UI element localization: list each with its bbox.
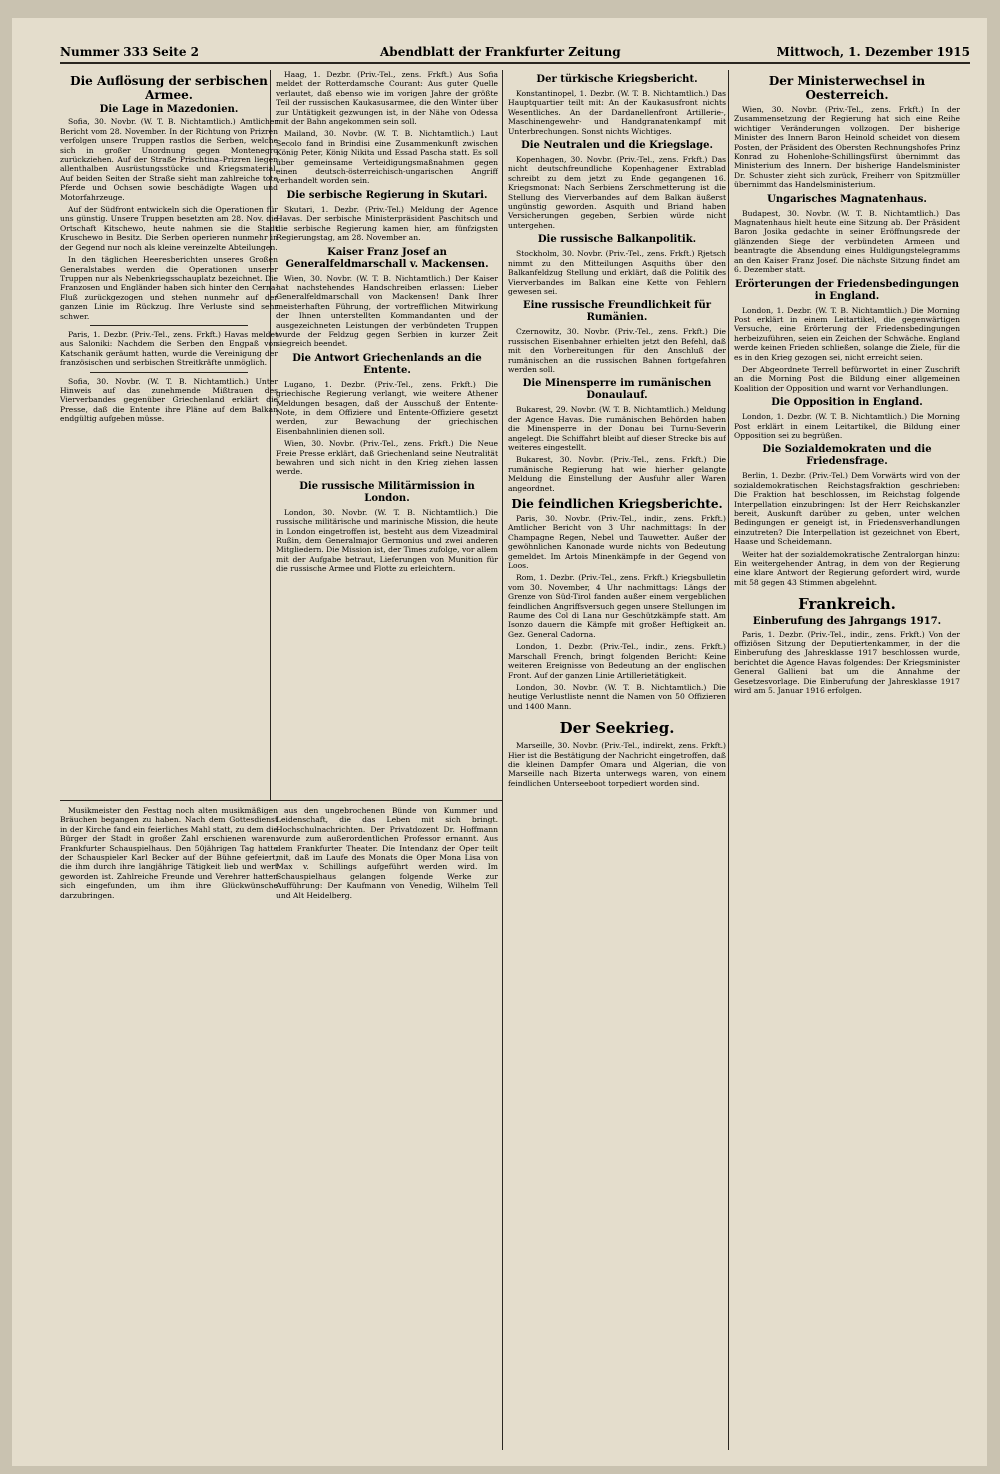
article-paragraph: Paris, 1. Dezbr. (Priv.-Tel., indir., zens. Frkft.) Von der offiziösen Sitzung der Deputiertenkammer, in der die Einberufung des Jahresklasse 1917 beschlossen wurde, berichtet die Agence Havas folgendes: Der Kriegsminister General Gallieni bat um die Annahme der Gesetzesvorlage. Die Einberufung der Jahresklasse 1917 wird am 5. Januar 1916 erfolgen.: [734, 629, 960, 696]
column-1: [60, 70, 278, 810]
article-paragraph: Der Abgeordnete Terrell befürwortet in einer Zuschrift an die Morning Post die Bildung einer allgemeinen Koalition der Opposition und warnt vor Verhandlungen.: [734, 364, 960, 393]
article-paragraph: London, 1. Dezbr. (W. T. B. Nichtamtlich.) Die Morning Post erklärt in einem Leitartikel, die gegenwärtigen Versuche, eine Erörterung der Friedensbedingungen herbeizuführen, seien ein Zeichen der Schwäche. England werde keinen Frieden schließen, solange die Ziele, für die es in den Krieg gezogen sei, nicht erreicht seien.: [734, 305, 960, 362]
article-paragraph: Paris, 1. Dezbr. (Priv.-Tel., zens. Frkft.) Havas meldet aus Saloniki: Nachdem die Serben den Engpaß von Katschanik geräumt hatten, wurde die Vereinigung der französischen und serbischen Streitkräfte unmöglich.: [60, 329, 278, 368]
headline-france: Frankreich.: [798, 595, 896, 614]
article-paragraph: Kopenhagen, 30. Novbr. (Priv.-Tel., zens. Frkft.) Das nicht deutschfreundliche Kopenhagener Extrablad schreibt zu dem jetzt zu Ende gegangenen 16. Kriegsmonat: Nach Serbiens Zerschmetterung ist die Stellung des Vierverbandes auf dem Balkan äußerst ungünstig geworden. Asquith und Briand haben Versicherungen gegeben, Serbien würde nicht untergehen.: [508, 155, 726, 230]
headline-greece-entente: Die Antwort Griechenlands an die Entente.: [292, 352, 482, 376]
headline-russian-friendliness: Eine russische Freundlichkeit für Rumänien.: [522, 300, 712, 324]
headline-turkish-report: Der türkische Kriegsbericht.: [536, 74, 698, 85]
headline-social-democrats: Die Sozialdemokraten und die Friedensfrage.: [762, 444, 932, 468]
article-paragraph: In den täglichen Heeresberichten unseres Großen Generalstabes werden die Operationen unserer Truppen nur als Nebenkriegsschauplatz bezeichnet. Die Franzosen und Engländer haben sich hinter den Cerna-Fluß zurückgezogen und stehen nunmehr auf der ganzen Linie im Rückzug. Ihre Verluste sind sehr schwer.: [60, 255, 278, 321]
article-paragraph: London, 1. Dezbr. (W. T. B. Nichtamtlich.) Die Morning Post erklärt in einem Leitartikel, die Bildung einer Opposition sei zu begrüßen.: [734, 412, 960, 440]
article-paragraph: Lugano, 1. Dezbr. (Priv.-Tel., zens. Frkft.) Die griechische Regierung verlangt, wie weitere Athener Meldungen besagen, daß der Ausschuß der Entente-Note, in dem Offiziere und Entente-Offiziere gesetzt werden, zur Bewachung der griechischen Eisenbahnlinien dienen soll.: [276, 379, 498, 436]
feuilleton-paragraph: aus den ungebrochenen Bünde von Kummer und Leidenschaft, die das Leben mit sich bringt. Hochschulnachrichten. Der Privatdozent Dr. Hoffmann wurde zum außerordentlichen Professor ernannt. Aus dem Frankfurter Theater. Die Intendanz der Oper teilt mit, daß im Laufe des Monats die Oper Mona Lisa von Max v. Schillings aufgeführt werden wird. Im Schauspielhaus gelangen folgende Werke zur Aufführung: Der Kaufmann von Venedig, Wilhelm Tell und Alt Heidelberg.: [276, 806, 498, 900]
article-paragraph: Mailand, 30. Novbr. (W. T. B. Nichtamtlich.) Laut Secolo fand in Brindisi eine Zusammenkunft zwischen König Peter, König Nikita und Essad Pascha statt. Es soll über gemeinsame Verteidigungsmaßnahmen gegen einen deutsch-österreichisch-ungarischen Angriff verhandelt worden sein.: [276, 129, 498, 186]
article-paragraph: Skutari, 1. Dezbr. (Priv.-Tel.) Meldung der Agence Havas. Der serbische Ministerpräsident Paschitsch und die serbische Regierung kamen hier, am fünfzigsten Regierungstag, am 28. November an.: [276, 204, 498, 243]
headline-russian-mission: Die russische Militärmission in London.: [299, 480, 475, 504]
article-paragraph: Czernowitz, 30. Novbr. (Priv.-Tel., zens. Frkft.) Die russischen Eisenbahner erhielten jetzt den Befehl, daß mit den Vorbereitungen für den Anschluß der rumänischen an die russischen Bahnen fortgefahren werden soll.: [508, 327, 726, 374]
article-paragraph: Stockholm, 30. Novbr. (Priv.-Tel., zens. Frkft.) Rjetsch nimmt zu den Mitteilungen Asquiths über den Balkanfeldzug Stellung und erklärt, daß die Politik des Vierverbandes im Balkan eine Kette von Fehlern gewesen sei.: [508, 249, 726, 296]
column-rule: [728, 70, 729, 1450]
article-paragraph: Rom, 1. Dezbr. (Priv.-Tel., zens. Frkft.) Kriegsbulletin vom 30. November, 4 Uhr nachmittags: Längs der Grenze von Süd-Tirol fanden außer einem vergeblichen feindlichen Angriffsversuch gegen unsere Stellungen im Raume des Col di Lana nur Geschützkämpfe statt. Am Isonzo dauern die Kämpfe mit großer Heftigkeit an. Gez. General Cadorna.: [508, 573, 726, 639]
column-2: [276, 70, 498, 810]
subheadline-macedonia: Die Lage in Mazedonien.: [99, 104, 239, 115]
article-paragraph: Wien, 30. Novbr. (Priv.-Tel., zens. Frkft.) In der Zusammensetzung der Regierung hat sich eine Reihe wichtiger Veränderungen vollzogen. Der bisherige Minister des Innern Baron Heinold scheidet von diesem Posten, der Präsident des Obersten Rechnungshofes Prinz Konrad zu Hohenlohe-Schillingsfürst übernimmt das Ministerium des Innern. Der bisherige Handelsminister Dr. Schuster zieht sich zurück, Freiherr von Spitzmüller übernimmt das Handelsministerium.: [734, 105, 960, 190]
headline-kaiser-mackensen: Kaiser Franz Josef an Generalfeldmarschall v. Mackensen.: [285, 246, 489, 270]
article-paragraph: London, 30. Novbr. (W. T. B. Nichtamtlich.) Die russische militärische und marinische Mission, die heute in London eingetroffen ist, besteht aus dem Vizeadmiral Rußin, dem Generalmajor Germonius und zwei anderen Mitgliedern. Die Mission ist, der Times zufolge, vor allem mit der Aufgabe betraut, Lieferungen von Munition für die russische Armee und Flotte zu erleichtern.: [276, 507, 498, 574]
separator: [90, 325, 248, 326]
headline-mine-barrier: Die Minensperre im rumänischen Donaulauf.: [522, 378, 712, 402]
headline-neutrals: Die Neutralen und die Kriegslage.: [521, 140, 713, 152]
issue-date: Mittwoch, 1. Dezember 1915: [776, 45, 970, 59]
issue-number: Nummer 333 Seite 2: [60, 45, 200, 59]
headline-serbian-army: Die Auflösung der serbischen Armee.: [70, 74, 268, 102]
article-paragraph: Paris, 30. Novbr. (Priv.-Tel., indir., zens. Frkft.) Amtlicher Bericht von 3 Uhr nachmittags: In der Champagne Regen, Nebel und Tauwetter. Außer der gewöhnlichen Kanonade wurde nichts von Bedeutung gemeldet. Im Artois Minenkämpfe in der Gegend von Loos.: [508, 514, 726, 571]
article-paragraph: Haag, 1. Dezbr. (Priv.-Tel., zens. Frkft.) Aus Sofia meldet der Rotterdamsche Courant: Aus guter Quelle verlautet, daß ebenso wie im vorigen Jahre der größte Teil der russischen Kaukasusarmee, die den Winter über zur Untätigkeit gezwungen ist, in der Nähe von Odessa mit der Bahn angekommen sein soll.: [276, 70, 498, 127]
headline-skutari: Die serbische Regierung in Skutari.: [286, 189, 488, 201]
column-4: [734, 70, 960, 1450]
subheadline-class-1917: Einberufung des Jahrgangs 1917.: [752, 616, 942, 628]
headline-hungarian-magnates: Ungarisches Magnatenhaus.: [767, 193, 927, 205]
newspaper-title: Abendblatt der Frankfurter Zeitung: [380, 45, 621, 59]
headline-enemy-reports: Die feindlichen Kriegsberichte.: [511, 497, 723, 511]
masthead: [60, 42, 970, 64]
column-rule: [502, 70, 503, 1450]
article-paragraph: Bukarest, 29. Novbr. (W. T. B. Nichtamtlich.) Meldung der Agence Havas. Die rumänischen Behörden haben die Minensperre in der Donau bei Turnu-Severin angelegt. Die Schiffahrt bleibt auf dieser Strecke bis auf weiteres eingestellt.: [508, 405, 726, 452]
article-paragraph: Sofia, 30. Novbr. (W. T. B. Nichtamtlich.) Unter Hinweis auf das zunehmende Mißtrauen des Vierverbandes gegenüber Griechenland erklärt die Presse, daß die Entente ihre Pläne auf dem Balkan endgültig aufgeben müsse.: [60, 376, 278, 424]
headline-peace-terms-england: Erörterungen der Friedensbedingungen in England.: [734, 278, 959, 302]
article-paragraph: Berlin, 1. Dezbr. (Priv.-Tel.) Dem Vorwärts wird von der sozialdemokratischen Reichstagsfraktion geschrieben: Die Fraktion hat beschlossen, im Reichstag folgende Interpellation einzubringen: Ist der Herr Reichskanzler bereit, Auskunft darüber zu geben, unter welchen Bedingungen er geneigt ist, in Friedensverhandlungen einzutreten? Die Interpellation ist gezeichnet von Ebert, Haase und Scheidemann.: [734, 471, 960, 547]
article-paragraph: Marseille, 30. Novbr. (Priv.-Tel., indirekt, zens. Frkft.) Hier ist die Bestätigung der Nachricht eingetroffen, daß die kleinen Dampfer Omara und Algerian, die von Marseille nach Bizerta unterwegs waren, von einem feindlichen Unterseeboot torpediert worden sind.: [508, 741, 726, 788]
article-paragraph: Sofia, 30. Novbr. (W. T. B. Nichtamtlich.) Amtlicher Bericht vom 28. November. In der Richtung von Prizren verfolgen unsere Truppen rastlos die Serben, welche sich in großer Unordnung gegen Montenegro zurückziehen. Auf der Straße Prischtina–Prizren liegen allenthalben Ausrüstungsstücke und Kriegsmaterial. Auf beiden Seiten der Straße sieht man zahlreiche tote Pferde und Ochsen sowie beschädigte Wagen und Motorfahrzeuge.: [60, 117, 278, 202]
headline-opposition-england: Die Opposition in England.: [771, 397, 923, 409]
feuilleton-column-1: [60, 806, 278, 1446]
article-paragraph: Weiter hat der sozialdemokratische Zentralorgan hinzu: Ein weitergehender Antrag, in dem von der Regierung eine klare Antwort der Regierung gefordert wird, wurde mit 58 gegen 43 Stimmen abgelehnt.: [734, 549, 960, 587]
separator: [90, 372, 248, 373]
article-paragraph: Budapest, 30. Novbr. (W. T. B. Nichtamtlich.) Das Magnatenhaus hielt heute eine Sitzung ab. Der Präsident Baron Josika gedachte in seiner Eröffnungsrede der glänzenden Siege der verbündeten Armeen und beantragte die Absendung eines Huldigungstelegramms an den Kaiser Franz Josef. Die nächste Sitzung findet am 6. Dezember statt.: [734, 208, 960, 275]
article-paragraph: London, 30. Novbr. (W. T. B. Nichtamtlich.) Die heutige Verlustliste nennt die Namen von 50 Offizieren und 1400 Mann.: [508, 682, 726, 711]
article-paragraph: London, 1. Dezbr. (Priv.-Tel., indir., zens. Frkft.) Marschall French, bringt folgenden Bericht: Keine weiteren Ereignisse von Bedeutung an der englischen Front. Auf der ganzen Linie Artillerietätigkeit.: [508, 642, 726, 680]
headline-austria-ministers: Der Ministerwechsel in Oesterreich.: [768, 74, 926, 102]
article-paragraph: Bukarest, 30. Novbr. (Priv.-Tel., zens. Frkft.) Die rumänische Regierung hat wie hierher gelangte Meldung die Einstellung der Ausfuhr aller Waren angeordnet.: [508, 455, 726, 493]
article-paragraph: Auf der Südfront entwickeln sich die Operationen für uns günstig. Unsere Truppen besetzten am 28. Nov. die Ortschaft Kitschewo, heute nahmen sie die Stadt Kruschewo in Besitz. Die Serben operieren nunmehr in der Gegend nur noch als kleine vereinzelte Abteilungen.: [60, 205, 278, 252]
article-paragraph: Wien, 30. Novbr. (W. T. B. Nichtamtlich.) Der Kaiser hat nachstehendes Handschreiben erlassen: Lieber Generalfeldmarschall von Mackensen! Dank Ihrer meisterhaften Führung, der vortrefflichen Mitwirkung der Ihnen unterstellten Kommandanten und der ausgezeichneten Leistungen der verbündeten Truppen wurde der Feldzug gegen Serbien in kurzer Zeit siegreich beendet.: [276, 273, 498, 349]
headline-naval-war: Der Seekrieg.: [559, 719, 675, 738]
article-paragraph: Wien, 30. Novbr. (Priv.-Tel., zens. Frkft.) Die Neue Freie Presse erklärt, daß Griechenland seine Neutralität bewahren und sich nicht in den Krieg ziehen lassen werde.: [276, 439, 498, 477]
article-paragraph: Konstantinopel, 1. Dezbr. (W. T. B. Nichtamtlich.) Das Hauptquartier teilt mit: An der Kaukasusfront nichts Wesentliches. An der Dardanellenfront Artillerie-, Maschinengewehr- und Handgranatenkampf mit Unterbrechungen. Sonst nichts Wichtiges.: [508, 89, 726, 136]
feuilleton-column-2: [276, 806, 498, 1446]
feuilleton-paragraph: Musikmeister den Festtag noch alten musikmäßigen Bräuchen begangen zu haben. Nach dem Gottesdienst in der Kirche fand ein feierliches Mahl statt, zu dem die Bürger der Stadt in großer Zahl erschienen waren. Frankfurter Schauspielhaus. Den 50jährigen Tag hatte der Schauspieler Karl Becker auf der Bühne gefeiert, die ihm durch ihre langjährige Tätigkeit lieb und wert geworden ist. Zahlreiche Freunde und Verehrer hatten sich eingefunden, um ihm ihre Glückwünsche darzubringen.: [60, 806, 278, 900]
column-3: [508, 70, 726, 1450]
headline-russian-balkan-policy: Die russische Balkanpolitik.: [537, 234, 697, 246]
